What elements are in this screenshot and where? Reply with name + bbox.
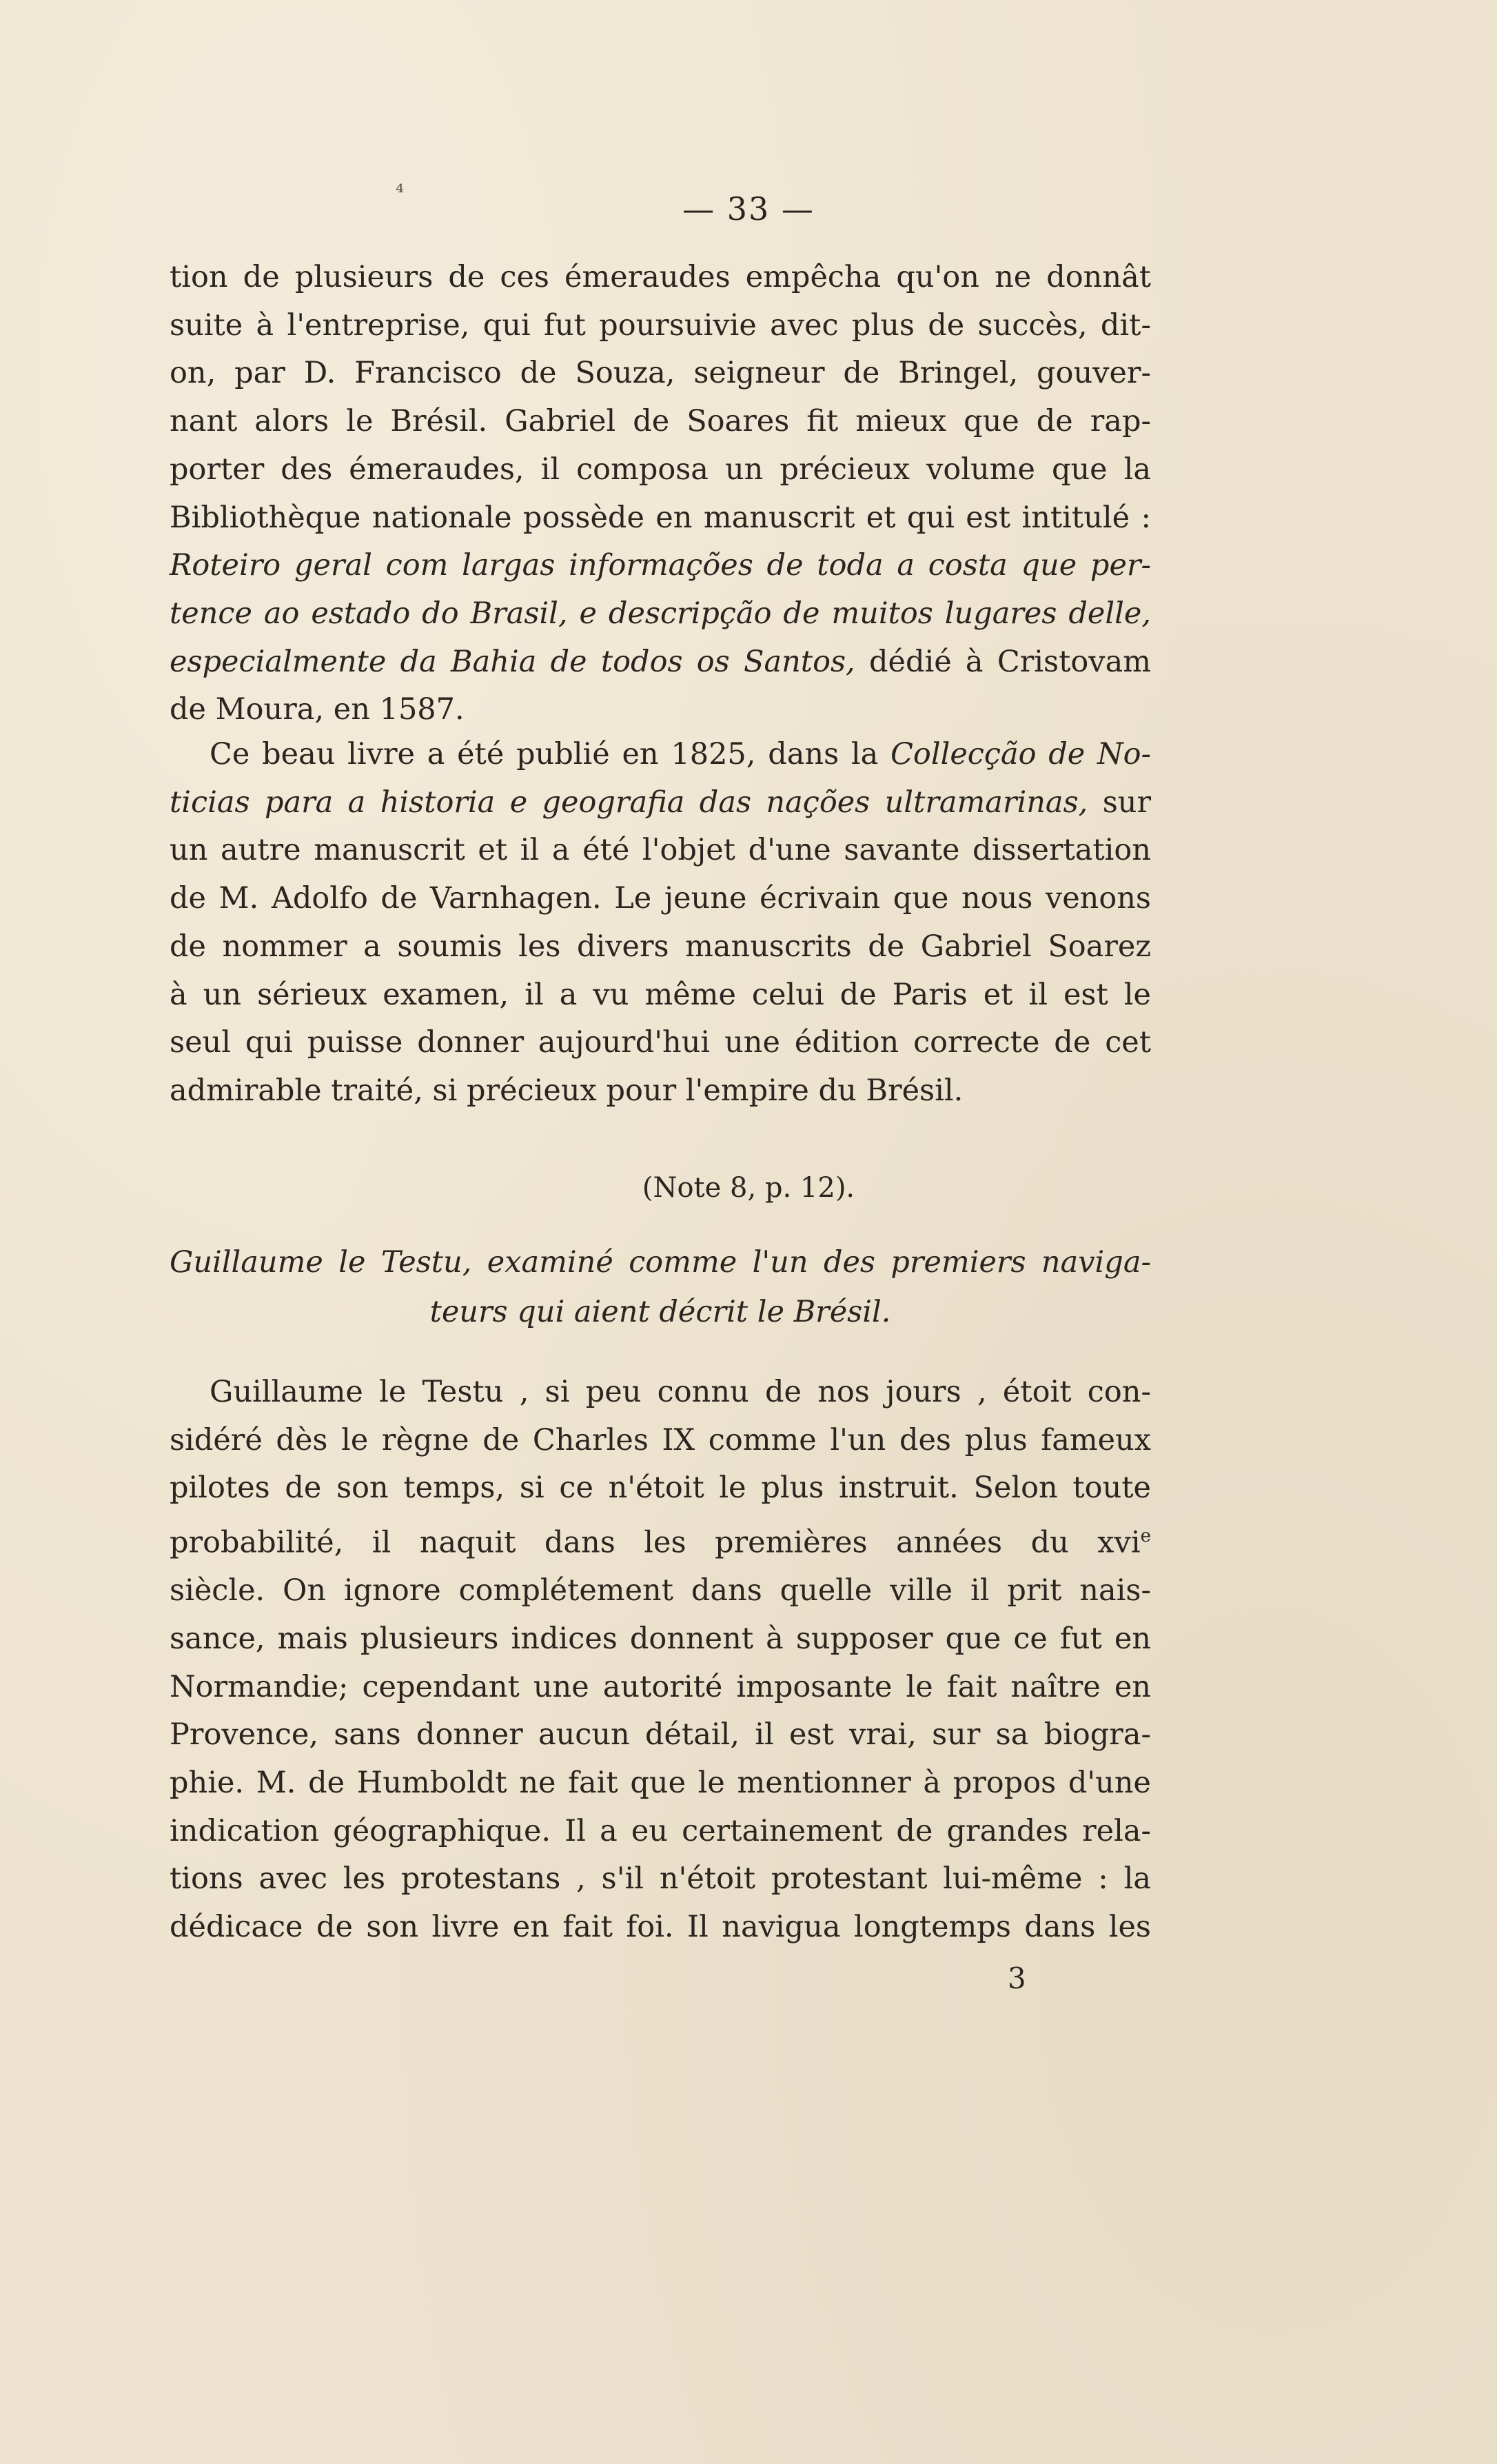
text-line: tion de plusieurs de ces émeraudes empêcha qu'on ne donnât — [170, 260, 1151, 294]
italic-fragment: especialmente da Bahia de todos os Santos, — [170, 644, 855, 679]
text-line: nant alors le Brésil. Gabriel de Soares fit mieux que de rap- — [170, 404, 1151, 439]
text-line: porter des émeraudes, il composa un précieux volume que la — [170, 452, 1151, 487]
text-line: de Moura, en 1587. — [170, 692, 465, 727]
paragraph-1 — [170, 254, 1151, 734]
italic-fragment: Collecção de No- — [890, 737, 1151, 771]
mixed-line — [170, 731, 1151, 779]
signature-mark: 3 — [1008, 1961, 1026, 1995]
text-line: sidéré dès le règne de Charles IX comme l'un des plus fameux — [170, 1422, 1151, 1457]
text-line: dédicace de son livre en fait foi. Il navigua longtemps dans les — [170, 1910, 1151, 1945]
mixed-line — [170, 638, 1151, 687]
note-reference: (Note 8, p. 12). — [642, 1172, 855, 1204]
page-mark: ⁴ — [396, 181, 405, 205]
title-line: Guillaume le Testu, examiné comme l'un des premiers naviga- — [170, 1245, 1151, 1280]
page-number: — 33 — — [682, 190, 815, 228]
text-line: admirable traité, si précieux pour l'empire du Brésil. — [170, 1073, 964, 1108]
text-line: un autre manuscrit et il a été l'objet d'une savante dissertation — [170, 833, 1151, 868]
text-line: à un sérieux examen, il a vu même celui de Paris et il est le — [170, 977, 1151, 1012]
text-line: sance, mais plusieurs indices donnent à supposer que ce fut en — [170, 1621, 1151, 1656]
paragraph-3 — [170, 1369, 1151, 1952]
text-fragment: sur — [1088, 785, 1152, 820]
text-line: de nommer a soumis les divers manuscrits de Gabriel Soarez — [170, 929, 1151, 964]
text-fragment: probabilité, il naquit dans les premières années du xvi — [170, 1525, 1141, 1560]
text-fragment: dédié à Cristovam — [855, 644, 1151, 679]
text-line: seul qui puisse donner aujourd'hui une édition correcte de cet — [170, 1025, 1151, 1060]
italic-fragment: ticias para a historia e geografia das nações ultramarinas, — [170, 785, 1088, 820]
italic-line: tence ao estado do Brasil, e descripção de muitos lugares delle, — [170, 596, 1151, 631]
section-title — [170, 1238, 1151, 1337]
text-line: Provence, sans donner aucun détail, il est vrai, sur sa biogra- — [170, 1717, 1151, 1753]
text-line: on, par D. Francisco de Souza, seigneur de Bringel, gouver- — [170, 356, 1151, 391]
text-line: Normandie; cependant une autorité imposante le fait naître en — [170, 1669, 1151, 1704]
text-line: pilotes de son temps, si ce n'étoit le plus instruit. Selon toute — [170, 1471, 1151, 1506]
title-line: teurs qui aient décrit le Brésil. — [429, 1295, 891, 1329]
italic-line: Roteiro geral com largas informações de toda a costa que per- — [170, 548, 1151, 583]
text-line: de M. Adolfo de Varnhagen. Le jeune écrivain que nous venons — [170, 881, 1151, 916]
text-line: suite à l'entreprise, qui fut poursuivie avec plus de succès, dit- — [170, 307, 1151, 343]
text-line: indication géographique. Il a eu certainement de grandes rela- — [170, 1813, 1151, 1848]
paragraph-2 — [170, 731, 1151, 1115]
mixed-line — [170, 1513, 1151, 1567]
text-line: phie. M. de Humboldt ne fait que le mentionner à propos d'une — [170, 1765, 1151, 1800]
text-line: Guillaume le Testu , si peu connu de nos jours , étoit con- — [210, 1375, 1151, 1409]
mixed-line — [170, 779, 1151, 827]
text-line: tions avec les protestans , s'il n'étoit protestant lui-même : la — [170, 1861, 1151, 1897]
superscript: e — [1140, 1526, 1151, 1547]
text-line: Bibliothèque nationale possède en manuscrit et qui est intitulé : — [170, 500, 1151, 535]
text-fragment: Ce beau livre a été publié en 1825, dans la — [210, 737, 891, 771]
text-line: siècle. On ignore complétement dans quelle ville il prit nais- — [170, 1573, 1151, 1608]
